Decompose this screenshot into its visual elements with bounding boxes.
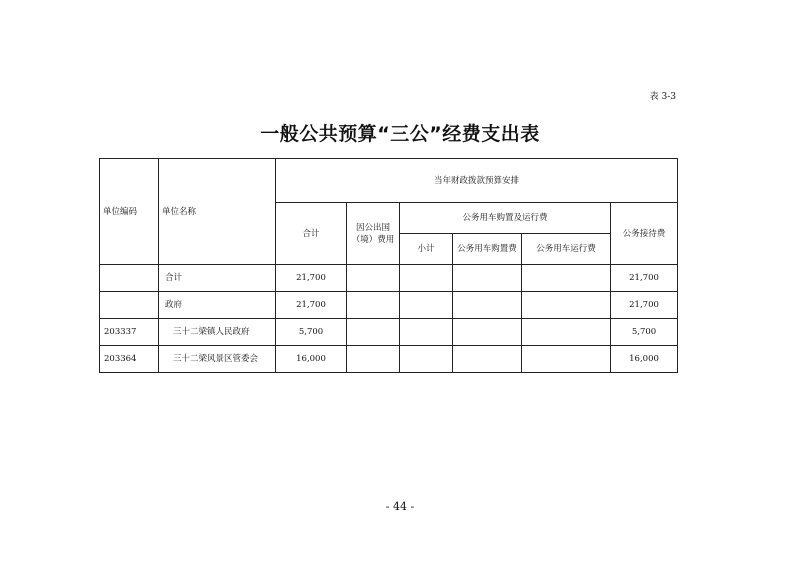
page-title: 一般公共预算“三公”经费支出表 (260, 123, 540, 145)
budget-table (99, 158, 678, 373)
cell-code (100, 265, 159, 292)
cell-purchase (453, 346, 522, 373)
cell-operation (522, 265, 611, 292)
cell-total: 16,000 (276, 346, 347, 373)
header-unit-code: 单位编码 (100, 159, 159, 265)
cell-abroad (347, 319, 400, 346)
cell-operation (522, 319, 611, 346)
cell-abroad (347, 346, 400, 373)
header-reception: 公务接待费 (611, 203, 678, 265)
header-vehicle-group: 公务用车购置及运行费 (400, 203, 611, 234)
cell-subtotal (400, 265, 453, 292)
header-budget-group: 当年财政拨款预算安排 (276, 159, 678, 203)
header-row-1 (100, 159, 678, 203)
cell-code (100, 292, 159, 319)
header-total: 合计 (276, 203, 347, 265)
cell-reception: 16,000 (611, 346, 678, 373)
cell-purchase (453, 319, 522, 346)
cell-purchase (453, 292, 522, 319)
cell-total: 5,700 (276, 319, 347, 346)
cell-name: 三十二梁镇人民政府 (159, 319, 276, 346)
cell-code: 203337 (100, 319, 159, 346)
cell-operation (522, 292, 611, 319)
cell-subtotal (400, 346, 453, 373)
cell-purchase (453, 265, 522, 292)
header-abroad: 因公出国（境）费用 (347, 203, 400, 265)
page-number: - 44 - (385, 500, 415, 513)
table-row (100, 319, 678, 346)
cell-code: 203364 (100, 346, 159, 373)
cell-name: 三十二梁风景区管委会 (159, 346, 276, 373)
cell-operation (522, 346, 611, 373)
table-number: 表 3-3 (649, 92, 676, 102)
table-row (100, 346, 678, 373)
header-vehicle-purchase: 公务用车购置费 (453, 234, 522, 265)
table-row (100, 265, 678, 292)
header-unit-name: 单位名称 (159, 159, 276, 265)
cell-name: 政府 (159, 292, 276, 319)
cell-reception: 5,700 (611, 319, 678, 346)
header-subtotal: 小计 (400, 234, 453, 265)
cell-abroad (347, 265, 400, 292)
cell-abroad (347, 292, 400, 319)
cell-total: 21,700 (276, 292, 347, 319)
cell-reception: 21,700 (611, 265, 678, 292)
table-row (100, 292, 678, 319)
cell-subtotal (400, 319, 453, 346)
cell-subtotal (400, 292, 453, 319)
cell-total: 21,700 (276, 265, 347, 292)
header-vehicle-operation: 公务用车运行费 (522, 234, 611, 265)
cell-name: 合计 (159, 265, 276, 292)
cell-reception: 21,700 (611, 292, 678, 319)
